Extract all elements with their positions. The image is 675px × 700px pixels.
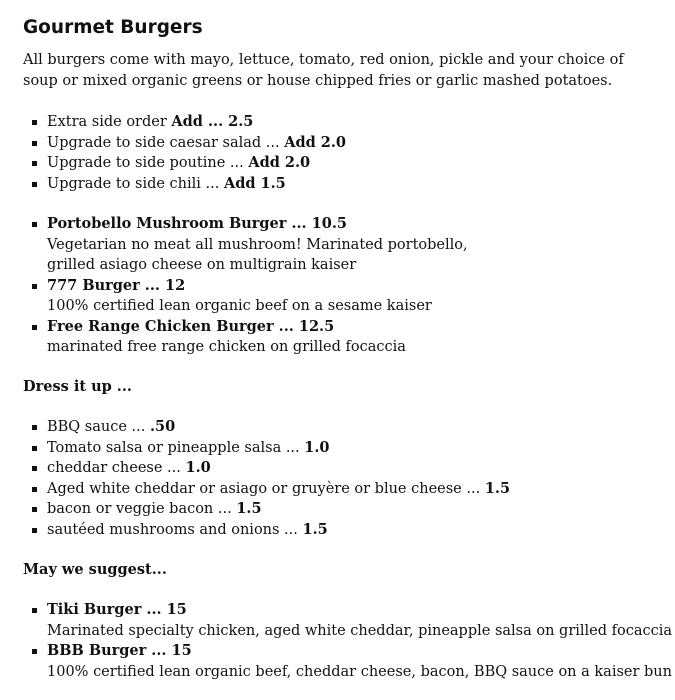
item-text: bacon or veggie bacon ... (47, 501, 237, 517)
suggest-heading: May we suggest... (23, 561, 167, 578)
item-price: 1.5 (302, 520, 328, 538)
list-item (0, 174, 675, 195)
burger-item (0, 641, 675, 682)
item-text: cheddar cheese ... (47, 460, 186, 476)
list-item (0, 520, 675, 541)
burger-item (0, 214, 675, 276)
item-price: 1.0 (304, 438, 330, 456)
item-price: 1.0 (185, 459, 211, 476)
item-price: Add ... 2.5 (171, 113, 254, 130)
burger-name: 777 Burger ... 12 (47, 276, 186, 294)
item-price: Add 2.0 (284, 133, 347, 151)
list-item (0, 479, 675, 500)
burger-name: Tiki Burger ... 15 (47, 601, 187, 618)
item-text: sautéed mushrooms and onions ... (47, 521, 303, 538)
item-price: .50 (149, 418, 176, 435)
page-title: Gourmet Burgers (23, 17, 203, 38)
item-text: BBQ sauce ... (47, 419, 150, 435)
item-price: 1.5 (236, 500, 262, 517)
list-item (0, 112, 675, 133)
list-item (0, 153, 675, 174)
dress-list (0, 417, 675, 540)
burger-desc: Vegetarian no meat all mushroom! Marinated portobello, (47, 236, 468, 253)
item-price: Add 1.5 (223, 174, 286, 192)
burger-desc: 100% certified lean organic beef on a sesame kaiser (47, 298, 432, 314)
item-text: Upgrade to side poutine ... (47, 155, 249, 171)
burger-name: Free Range Chicken Burger ... 12.5 (47, 317, 335, 335)
item-text: Tomato salsa or pineapple salsa ... (47, 439, 305, 456)
burger-name: BBB Burger ... 15 (47, 642, 192, 659)
item-price: Add 2.0 (248, 154, 311, 171)
suggest-list (0, 600, 675, 682)
burger-desc: Marinated specialty chicken, aged white cheddar, pineapple salsa on grilled focaccia (47, 622, 673, 639)
list-item (0, 417, 675, 438)
item-text: Extra side order (47, 114, 172, 130)
intro-text: All burgers come with mayo, lettuce, tomato, red onion, pickle and your choice of soup or mixed organic greens or house chipped fries or garlic mashed potatoes. (23, 52, 624, 89)
burger-desc: marinated free range chicken on grilled focaccia (47, 339, 406, 355)
burger-item (0, 276, 675, 317)
list-item (0, 499, 675, 520)
list-item (0, 458, 675, 479)
burger-desc: grilled asiago cheese on multigrain kaiser (47, 257, 357, 273)
item-price: 1.5 (484, 479, 511, 497)
dress-heading: Dress it up ... (23, 378, 132, 395)
item-text: Aged white cheddar or asiago or gruyère or blue cheese ... (47, 480, 485, 497)
list-item (0, 438, 675, 459)
burger-item (0, 600, 675, 641)
item-text: Upgrade to side caesar salad ... (47, 134, 285, 151)
sides-list (0, 112, 675, 194)
burgers-list (0, 214, 675, 358)
burger-item (0, 317, 675, 358)
burger-name: Portobello Mushroom Burger ... 10.5 (47, 215, 347, 232)
item-text: Upgrade to side chili ... (47, 175, 224, 192)
burger-desc: 100% certified lean organic beef, cheddar cheese, bacon, BBQ sauce on a kaiser bun (47, 663, 672, 680)
list-item (0, 133, 675, 154)
